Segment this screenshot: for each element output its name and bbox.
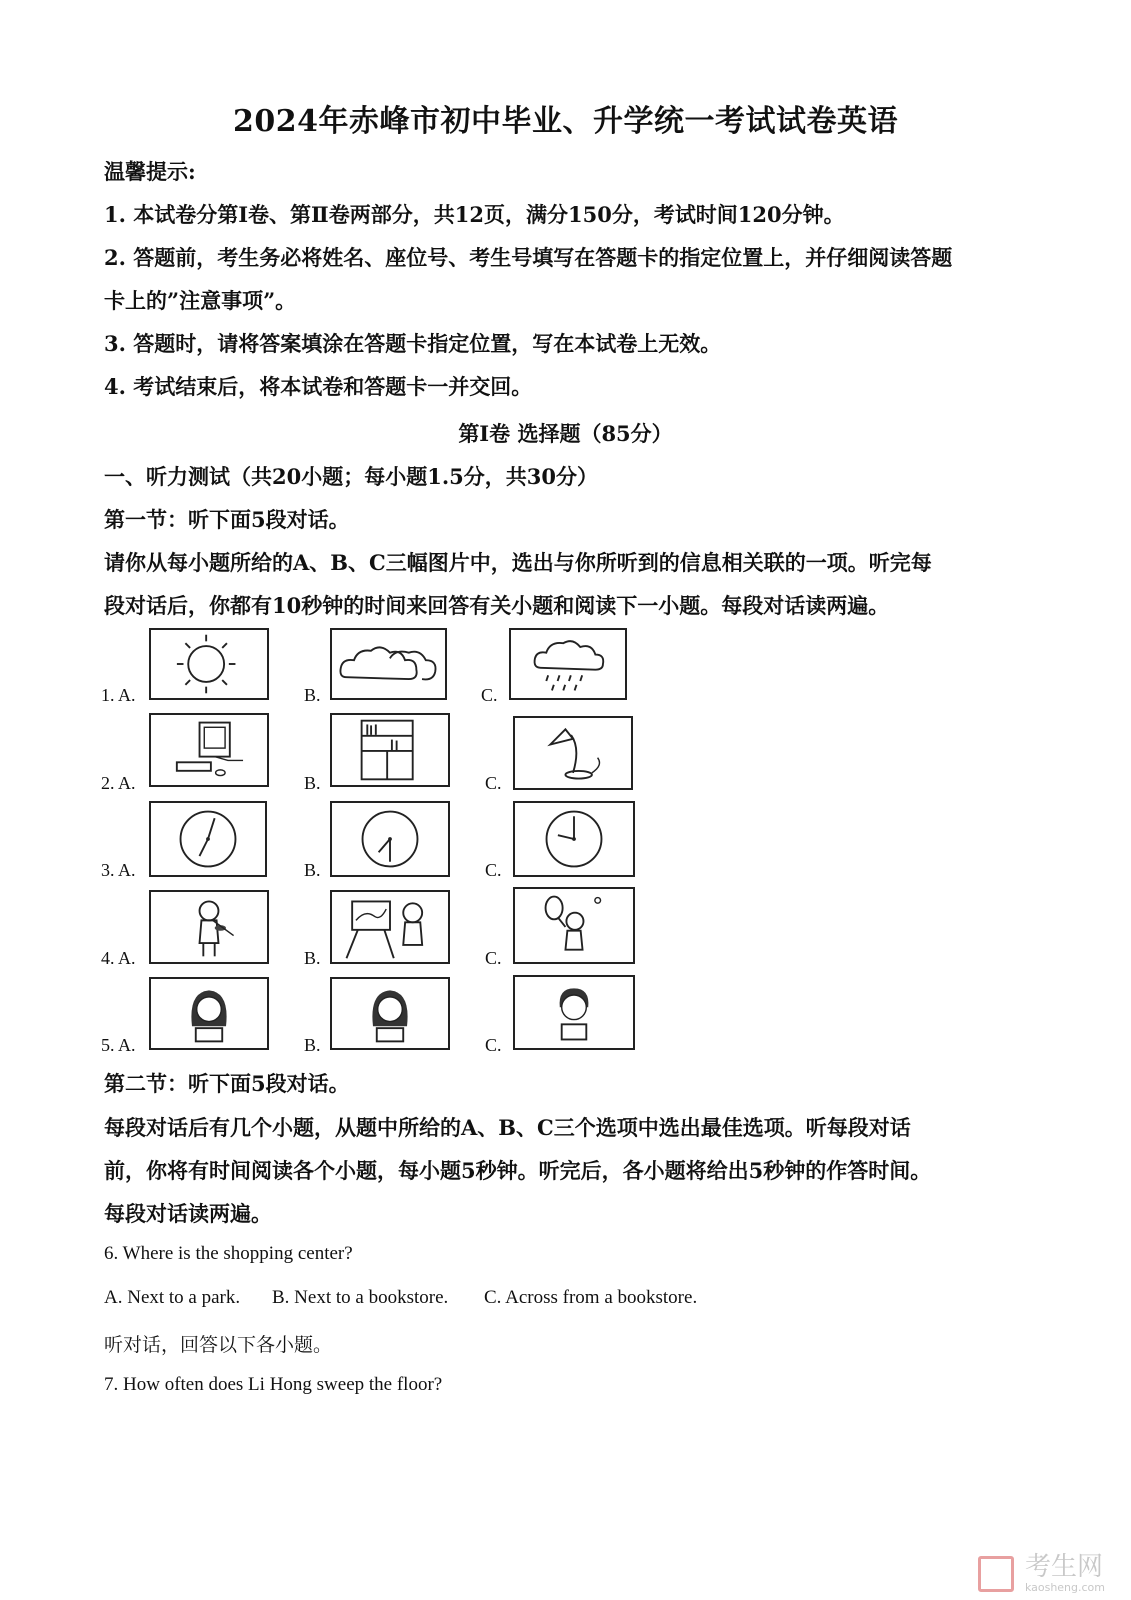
q1-label-a: 1. A. [101,685,136,705]
instructions-one-line-2: 段对话后，你都有10秒钟的时间来回答有关小题和阅读下一小题。每段对话读两遍。 [104,593,890,618]
subsection-one-heading: 第一节：听下面5段对话。 [104,507,350,532]
q4-label-b: B. [304,948,321,968]
page-title: 2024年赤峰市初中毕业、升学统一考试试卷英语 [233,104,898,139]
bookcase-icon[interactable] [330,713,450,787]
long-hair-girl-icon[interactable] [149,977,269,1050]
watermark-sub: kaosheng.com [1024,1581,1105,1594]
desk-lamp-icon[interactable] [513,716,633,790]
subsection-two-heading: 第二节：听下面5段对话。 [104,1071,350,1096]
part-one-heading: 一、听力测试（共20小题；每小题1.5分，共30分） [104,464,598,489]
watermark-text: 考生网 [1024,1552,1103,1582]
clock-icon[interactable] [513,801,635,877]
instructions-one-line-1: 请你从每小题所给的A、B、C三幅图片中，选出与你所听到的信息相关联的一项。听完每 [104,550,932,575]
sun-icon[interactable] [149,628,269,700]
rain-icon[interactable] [509,628,627,700]
violin-boy-icon[interactable] [149,890,269,964]
tip-line-4: 3. 答题时，请将答案填涂在答题卡指定位置，写在本试卷上无效。 [104,331,722,356]
listen-note: 听对话，回答以下各小题。 [104,1334,333,1356]
q1-label-c: C. [481,685,498,705]
q2-label-b: B. [304,773,321,793]
instructions-two-line-3: 每段对话读两遍。 [104,1201,272,1226]
computer-icon[interactable] [149,713,269,787]
section-one-heading: 第Ⅰ卷 选择题（85分） [458,421,673,446]
clock-icon[interactable] [330,801,450,877]
q5-label-c: C. [485,1035,502,1055]
clock-icon[interactable] [149,801,267,877]
q3-label-b: B. [304,860,321,880]
question-7-stem: 7. How often does Li Hong sweep the floor? [104,1374,443,1395]
question-6-option-b[interactable]: B. Next to a bookstore. [272,1287,449,1308]
q4-label-a: 4. A. [101,948,136,968]
q3-label-a: 3. A. [101,860,136,880]
question-6-option-a[interactable]: A. Next to a park. [104,1287,241,1308]
question-6-stem: 6. Where is the shopping center? [104,1243,353,1264]
tip-line-3: 卡上的”注意事项”。 [104,288,297,313]
tip-line-2: 2. 答题前，考生务必将姓名、座位号、考生号填写在答题卡的指定位置上，并仔细阅读答题 [104,245,953,270]
long-hair-girl-icon[interactable] [330,977,450,1050]
painting-boy-icon[interactable] [330,890,450,964]
cloud-icon[interactable] [330,628,447,700]
q2-label-a: 2. A. [101,773,136,793]
q1-label-b: B. [304,685,321,705]
q3-label-c: C. [485,860,502,880]
watermark [978,1553,1105,1594]
short-hair-girl-icon[interactable] [513,975,635,1050]
q2-label-c: C. [485,773,502,793]
instructions-two-line-1: 每段对话后有几个小题，从题中所给的A、B、C三个选项中选出最佳选项。听每段对话 [104,1115,911,1140]
q5-label-a: 5. A. [101,1035,136,1055]
tips-heading: 温馨提示: [104,159,196,184]
tennis-boy-icon[interactable] [513,887,635,964]
q4-label-c: C. [485,948,502,968]
q5-label-b: B. [304,1035,321,1055]
instructions-two-line-2: 前，你将有时间阅读各个小题，每小题5秒钟。听完后，各小题将给出5秒钟的作答时间。 [104,1158,932,1183]
tip-line-5: 4. 考试结束后，将本试卷和答题卡一并交回。 [104,374,533,399]
tip-line-1: 1. 本试卷分第Ⅰ卷、第Ⅱ卷两部分，共12页，满分150分，考试时间120分钟。 [104,202,845,227]
watermark-logo-icon [978,1556,1014,1592]
question-6-option-c[interactable]: C. Across from a bookstore. [484,1287,698,1308]
